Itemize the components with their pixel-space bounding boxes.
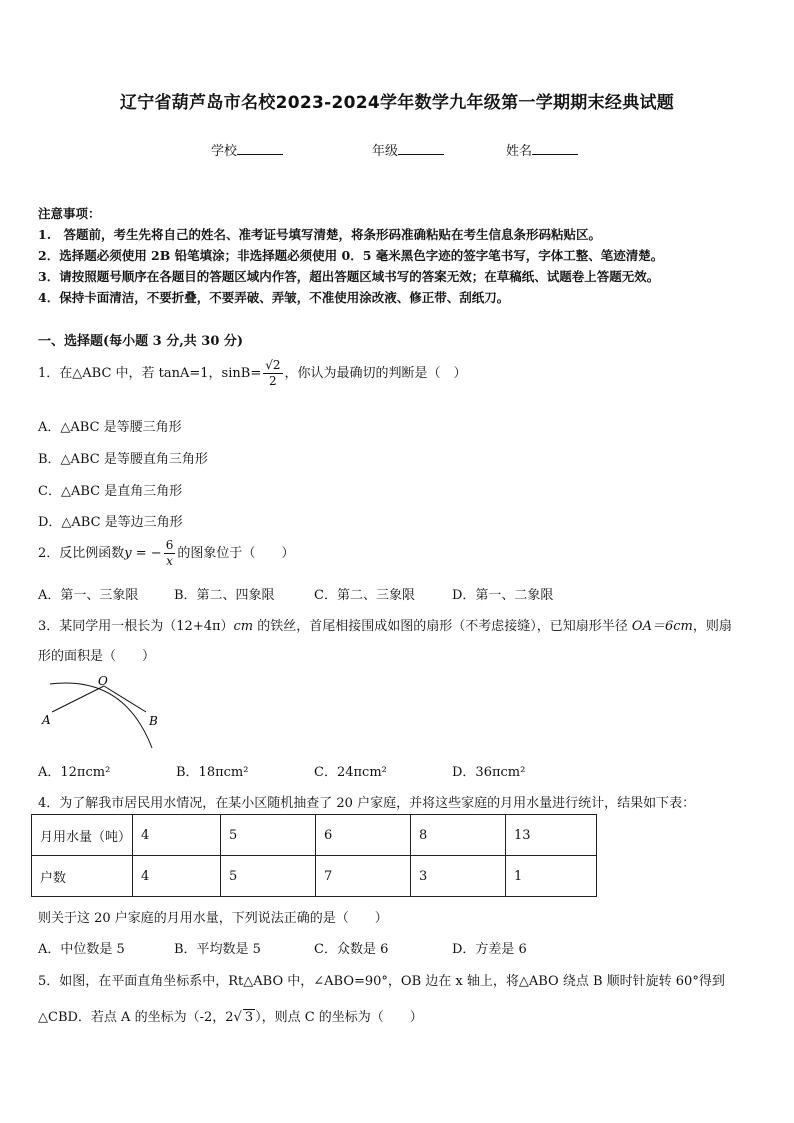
q4-option-a: A．中位数是 5	[38, 942, 125, 957]
label-o: O	[98, 674, 108, 688]
label-b: B	[149, 714, 158, 728]
name-field	[506, 140, 578, 159]
radius-ob	[104, 686, 146, 712]
q1-option-c: C．△ABC 是直角三角形	[38, 484, 183, 499]
table-cell: 月用水量（吨）	[32, 815, 133, 856]
q1-frac-num: √2	[265, 358, 281, 372]
q3-text-c: ，则扇	[692, 619, 732, 634]
q4-option-d: D．方差是 6	[452, 942, 527, 957]
q1-fraction	[263, 358, 282, 389]
table-cell: 5	[221, 856, 316, 897]
table-cell: 8	[411, 815, 506, 856]
label-a: A	[42, 713, 51, 727]
q2-frac-num: 6	[165, 538, 174, 552]
grade-field	[372, 140, 444, 159]
q3-unit: cm	[233, 619, 254, 634]
q1-prefix: 1．在△ABC 中，若 tanA=1，sinB=	[38, 366, 262, 381]
q4-option-b: B．平均数是 5	[174, 942, 261, 957]
table-row	[32, 856, 597, 897]
question-1	[38, 358, 467, 389]
name-blank	[532, 141, 578, 155]
q1-option-d: D．△ABC 是等边三角形	[38, 515, 183, 530]
sector-figure	[36, 670, 176, 752]
q4-option-c: C．众数是 6	[314, 942, 389, 957]
q3-option-c: C．24πcm²	[314, 765, 387, 780]
question-5-line1: 5．如图，在平面直角坐标系中，Rt△ABO 中，∠ABO=90°，OB 边在 x 轴上，将△ABO 绕点 B 顺时针旋转 60°得到	[38, 974, 725, 989]
table-cell: 6	[316, 815, 411, 856]
school-blank	[237, 141, 283, 155]
page-title: 辽宁省葫芦岛市名校2023-2024学年数学九年级第一学期期末经典试题	[119, 93, 675, 113]
q2-frac-den: x	[166, 554, 173, 568]
table-cell: 13	[506, 815, 597, 856]
sector-arc	[50, 683, 152, 748]
school-field	[211, 140, 283, 159]
q2-option-d: D．第一、二象限	[452, 588, 554, 603]
q3-text-a: 3．某同学用一根长为（12+4π）	[38, 619, 234, 634]
q5-sqrt-value: 3	[244, 1010, 254, 1025]
q4-after-table: 则关于这 20 户家庭的月用水量，下列说法正确的是（ ）	[38, 911, 388, 926]
table-cell: 3	[411, 856, 506, 897]
table-cell: 7	[316, 856, 411, 897]
q2-eq: = −	[131, 546, 162, 561]
q3-option-a: A．12πcm²	[38, 765, 111, 780]
radius-oa	[52, 686, 104, 712]
table-cell: 户数	[32, 856, 133, 897]
q3-option-d: D．36πcm²	[452, 765, 526, 780]
table-cell: 5	[221, 815, 316, 856]
q3-option-b: B．18πcm²	[176, 765, 249, 780]
question-4: 4．为了解我市居民用水情况，在某小区随机抽查了 20 户家庭，并将这些家庭的月用水量进行统计，结果如下表：	[38, 796, 696, 811]
question-2	[38, 538, 294, 569]
q3-oa: OA＝6cm	[631, 619, 693, 634]
q2-suffix: 的图象位于（ ）	[177, 546, 295, 561]
grade-label: 年级	[372, 144, 399, 159]
q5-text-a: △CBD．若点 A 的坐标为（-2，2	[38, 1010, 234, 1025]
notice-item: 4．保持卡面清洁，不要折叠，不要弄破、弄皱，不准使用涂改液、修正带、刮纸刀。	[38, 290, 510, 305]
notice-item: 2．选择题必须使用 2B 铅笔填涂；非选择题必须使用 0．5 毫米黑色字迹的签字笔书写，字体工整、笔迹清楚。	[38, 248, 664, 263]
q2-fraction	[164, 538, 176, 569]
sqrt-sign: √	[233, 1010, 242, 1025]
table-row	[32, 815, 597, 856]
q2-prefix: 2．反比例函数	[38, 546, 125, 561]
notice-item: 1. 答题前，考生先将自己的姓名、准考证号填写清楚，将条形码准确粘贴在考生信息条形码粘贴区。	[38, 227, 602, 242]
table-cell: 1	[506, 856, 597, 897]
name-label: 姓名	[506, 144, 533, 159]
school-label: 学校	[211, 144, 238, 159]
grade-blank	[398, 141, 444, 155]
question-3-line1	[38, 615, 732, 634]
q2-option-a: A．第一、三象限	[38, 588, 139, 603]
question-3-line2: 形的面积是（ ）	[38, 649, 156, 664]
question-5-line2	[38, 1006, 423, 1025]
q2-option-b: B．第二、四象限	[174, 588, 275, 603]
notice-item: 3．请按照题号顺序在各题目的答题区域内作答，超出答题区域书写的答案无效；在草稿纸、试题卷上答题无效。	[38, 269, 660, 284]
water-usage-table	[31, 814, 597, 897]
q3-text-b: 的铁丝，首尾相接围成如图的扇形（不考虑接缝），已知扇形半径	[253, 619, 632, 634]
notice-heading: 注意事项：	[38, 206, 101, 221]
q5-text-b: ），则点 C 的坐标为（ ）	[255, 1010, 423, 1025]
q1-option-b: B．△ABC 是等腰直角三角形	[38, 452, 208, 467]
section-heading: 一、选择题(每小题 3 分,共 30 分)	[38, 334, 244, 349]
table-cell: 4	[133, 815, 221, 856]
q2-var-y: y	[124, 546, 132, 561]
q1-frac-den: 2	[269, 374, 277, 388]
table-cell: 4	[133, 856, 221, 897]
q2-option-c: C．第二、三象限	[314, 588, 415, 603]
q1-option-a: A．△ABC 是等腰三角形	[38, 420, 182, 435]
q1-suffix: ，你认为最确切的判断是（ ）	[284, 366, 467, 381]
